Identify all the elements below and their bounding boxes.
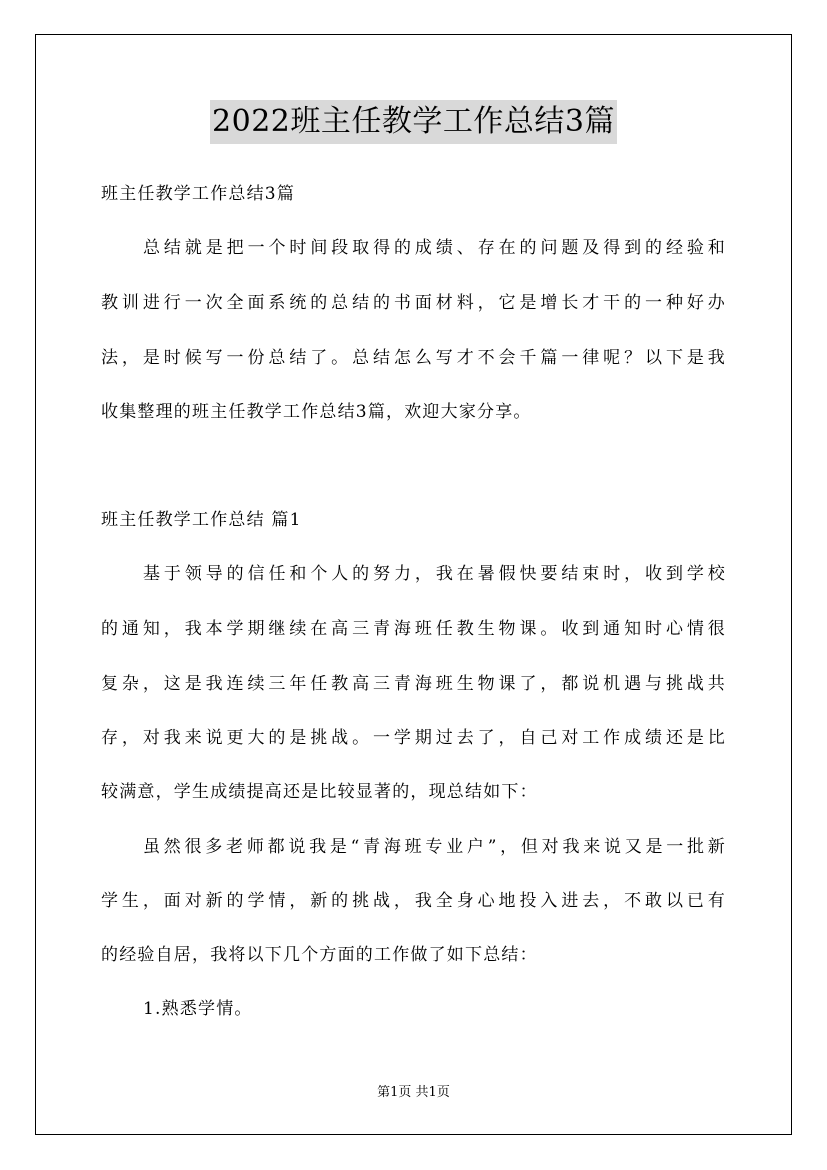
- title-container: [0, 100, 827, 144]
- paragraph-line: 的经验自居，我将以下几个方面的工作做了如下总结：: [101, 945, 538, 965]
- paragraph-line: 复杂，这是我连续三年任教高三青海班生物课了，都说机遇与挑战共: [101, 674, 726, 694]
- paragraph-line: 虽然很多老师都说我是“青海班专业户”，但对我来说又是一批新: [143, 837, 726, 857]
- intro-line: 总结就是把一个时间段取得的成绩、存在的问题及得到的经验和: [143, 238, 726, 258]
- paragraph-line: 的通知，我本学期继续在高三青海班任教生物课。收到通知时心情很: [101, 619, 726, 639]
- paragraph-line: 基于领导的信任和个人的努力，我在暑假快要结束时，收到学校: [143, 564, 726, 584]
- intro-line: 法，是时候写一份总结了。总结怎么写才不会千篇一律呢？以下是我: [101, 348, 726, 368]
- document-title: 2022班主任教学工作总结3篇: [210, 100, 617, 144]
- intro-line: 收集整理的班主任教学工作总结3篇，欢迎大家分享。: [101, 402, 532, 422]
- list-item: 1.熟悉学情。: [143, 999, 253, 1019]
- section-heading: 班主任教学工作总结 篇1: [101, 510, 302, 530]
- page-footer: 第1页 共1页: [377, 1085, 450, 1100]
- intro-line: 教训进行一次全面系统的总结的书面材料，它是增长才干的一种好办: [101, 293, 726, 313]
- paragraph-line: 较满意，学生成绩提高还是比较显著的，现总结如下：: [101, 782, 538, 802]
- paragraph-line: 存，对我来说更大的是挑战。一学期过去了，自己对工作成绩还是比: [101, 728, 726, 748]
- document-subtitle: 班主任教学工作总结3篇: [101, 184, 296, 204]
- paragraph-line: 学生，面对新的学情，新的挑战，我全身心地投入进去，不敢以已有: [101, 891, 726, 911]
